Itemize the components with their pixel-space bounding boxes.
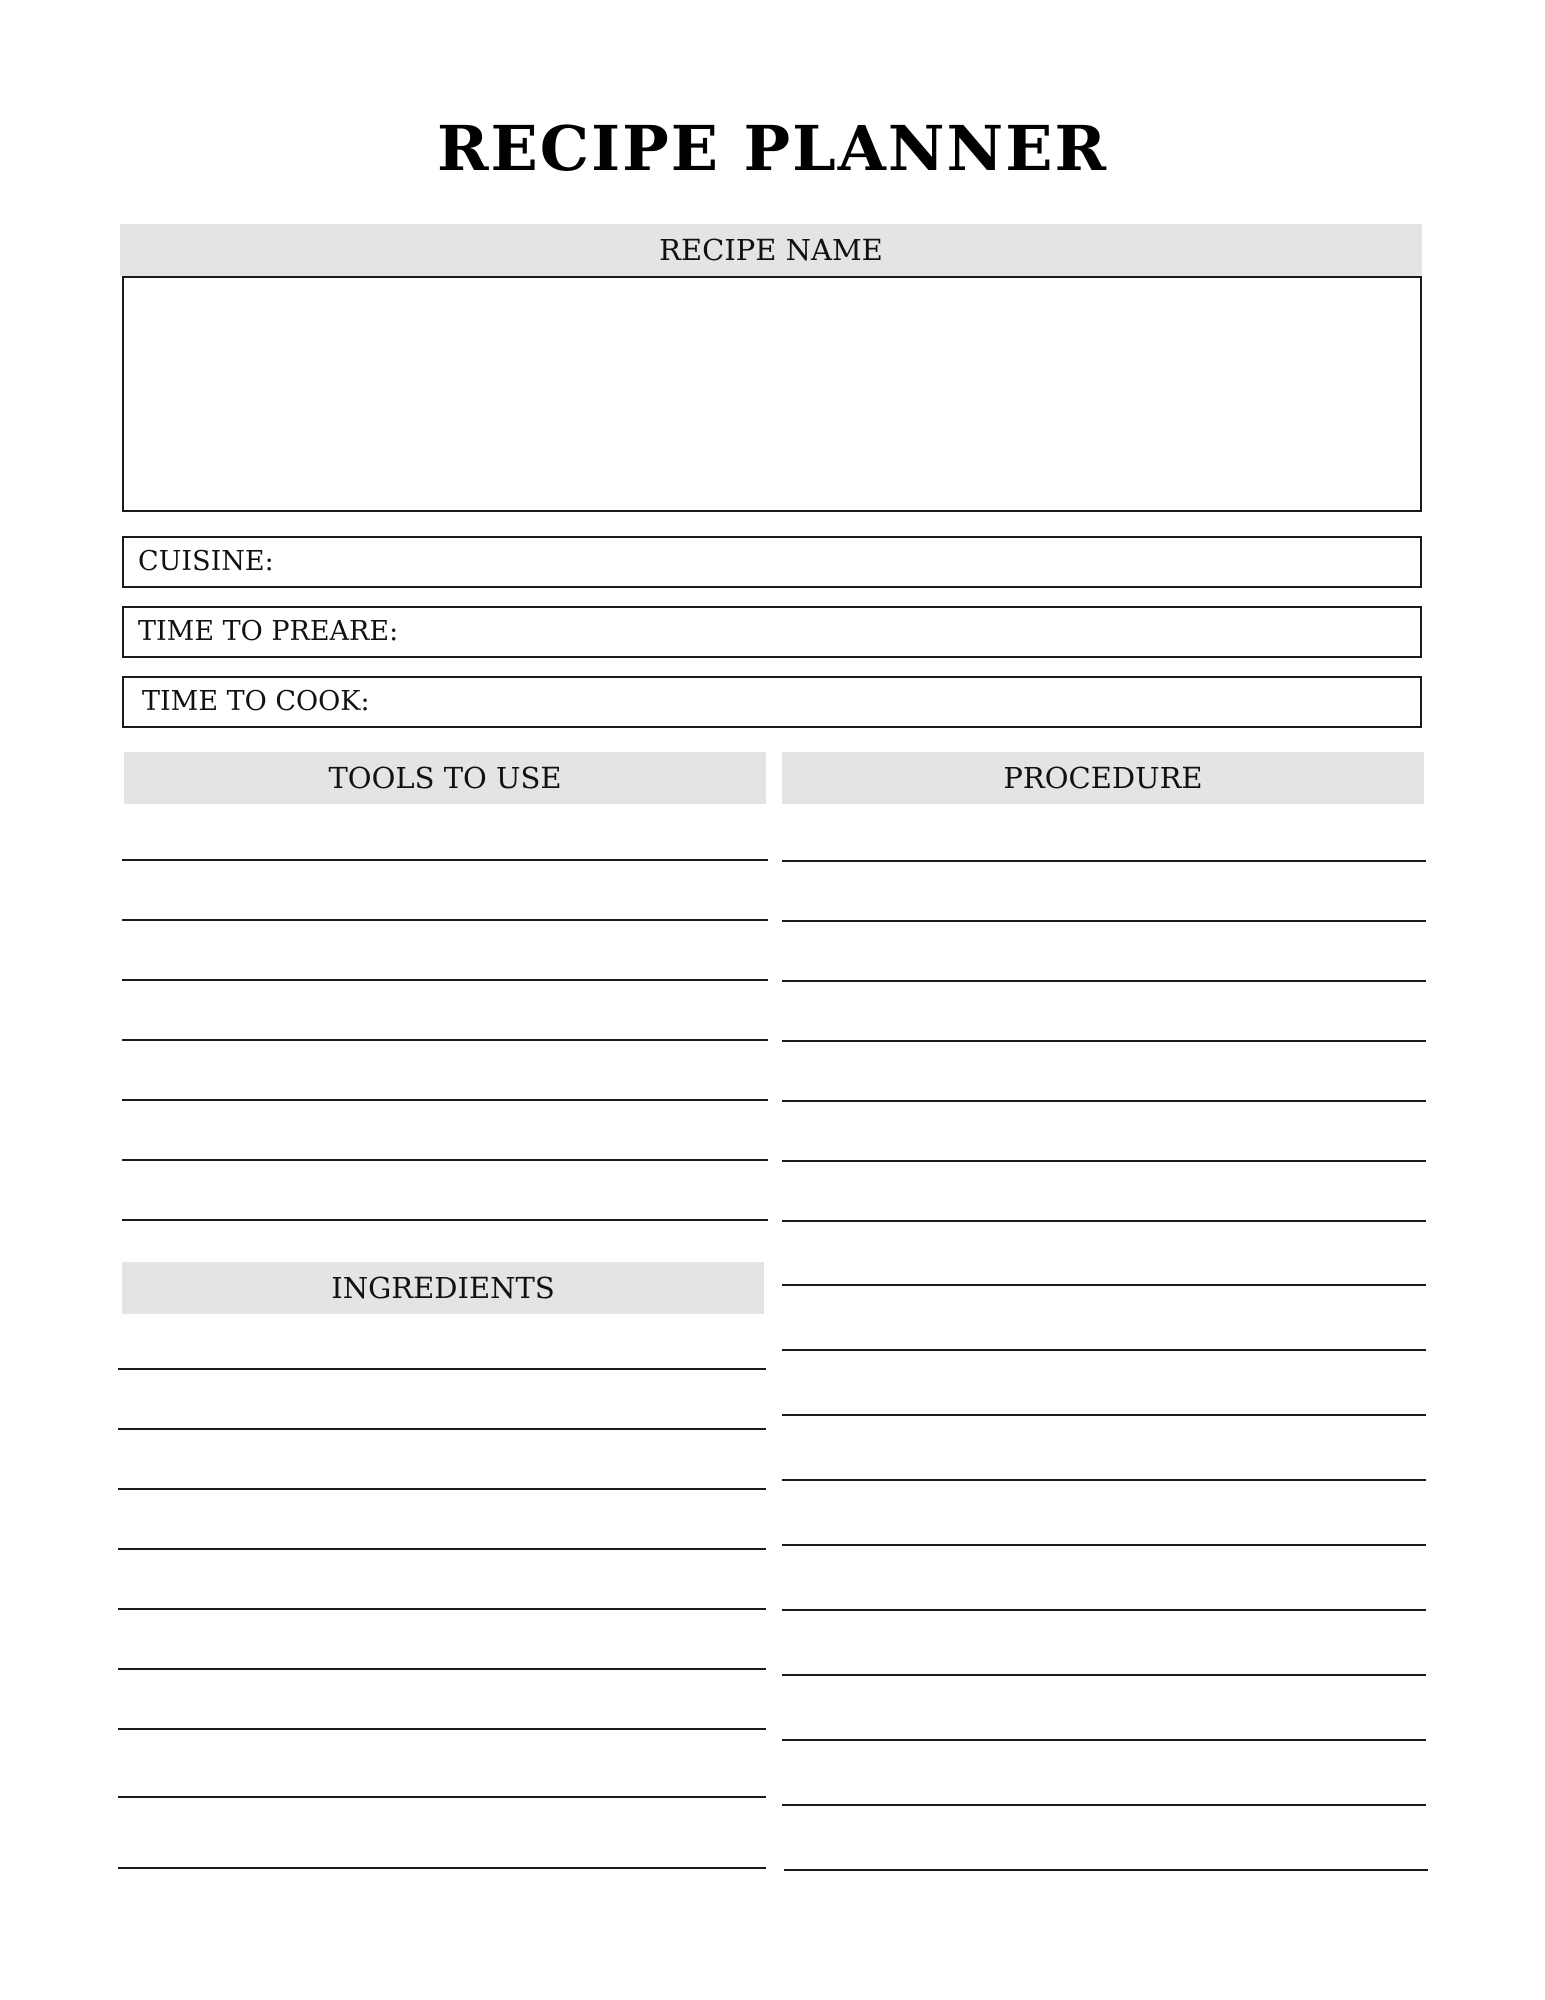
prep-time-field[interactable] xyxy=(122,606,1422,658)
tools-header: TOOLS TO USE xyxy=(124,752,766,804)
procedure-write-line[interactable] xyxy=(782,1160,1426,1162)
cuisine-label: CUISINE: xyxy=(138,546,274,577)
procedure-write-line[interactable] xyxy=(782,1739,1426,1741)
tools-write-line[interactable] xyxy=(122,1159,768,1161)
ingredients-header: INGREDIENTS xyxy=(122,1262,764,1314)
cook-time-field[interactable] xyxy=(122,676,1422,728)
prep-time-label: TIME TO PREARE: xyxy=(138,616,399,647)
procedure-write-line[interactable] xyxy=(782,1609,1426,1611)
cook-time-label: TIME TO COOK: xyxy=(142,686,370,717)
tools-write-line[interactable] xyxy=(122,979,768,981)
recipe-name-input-box[interactable] xyxy=(122,276,1422,512)
procedure-header: PROCEDURE xyxy=(782,752,1424,804)
tools-write-line[interactable] xyxy=(122,1099,768,1101)
procedure-write-line[interactable] xyxy=(782,980,1426,982)
tools-write-line[interactable] xyxy=(122,1219,768,1221)
tools-write-line[interactable] xyxy=(122,859,768,861)
ingredients-write-line[interactable] xyxy=(118,1428,766,1430)
procedure-write-line[interactable] xyxy=(782,920,1426,922)
procedure-write-line[interactable] xyxy=(782,1284,1426,1286)
procedure-write-line[interactable] xyxy=(782,1040,1426,1042)
procedure-write-line[interactable] xyxy=(782,1674,1426,1676)
ingredients-write-line[interactable] xyxy=(118,1867,766,1869)
procedure-write-line[interactable] xyxy=(782,1220,1426,1222)
ingredients-write-line[interactable] xyxy=(118,1668,766,1670)
procedure-write-line[interactable] xyxy=(782,1544,1426,1546)
ingredients-write-line[interactable] xyxy=(118,1796,766,1798)
procedure-write-line[interactable] xyxy=(782,1479,1426,1481)
procedure-write-line[interactable] xyxy=(782,1349,1426,1351)
tools-write-line[interactable] xyxy=(122,1039,768,1041)
page-title: RECIPE PLANNER xyxy=(436,112,1109,185)
procedure-write-line[interactable] xyxy=(782,860,1426,862)
ingredients-write-line[interactable] xyxy=(118,1608,766,1610)
ingredients-write-line[interactable] xyxy=(118,1488,766,1490)
procedure-write-line[interactable] xyxy=(782,1414,1426,1416)
cuisine-field[interactable] xyxy=(122,536,1422,588)
tools-write-line[interactable] xyxy=(122,919,768,921)
procedure-write-line[interactable] xyxy=(782,1100,1426,1102)
procedure-write-line[interactable] xyxy=(782,1804,1426,1806)
recipe-name-header: RECIPE NAME xyxy=(120,224,1422,276)
ingredients-write-line[interactable] xyxy=(118,1368,766,1370)
procedure-write-line[interactable] xyxy=(784,1869,1428,1871)
ingredients-write-line[interactable] xyxy=(118,1548,766,1550)
ingredients-write-line[interactable] xyxy=(118,1728,766,1730)
